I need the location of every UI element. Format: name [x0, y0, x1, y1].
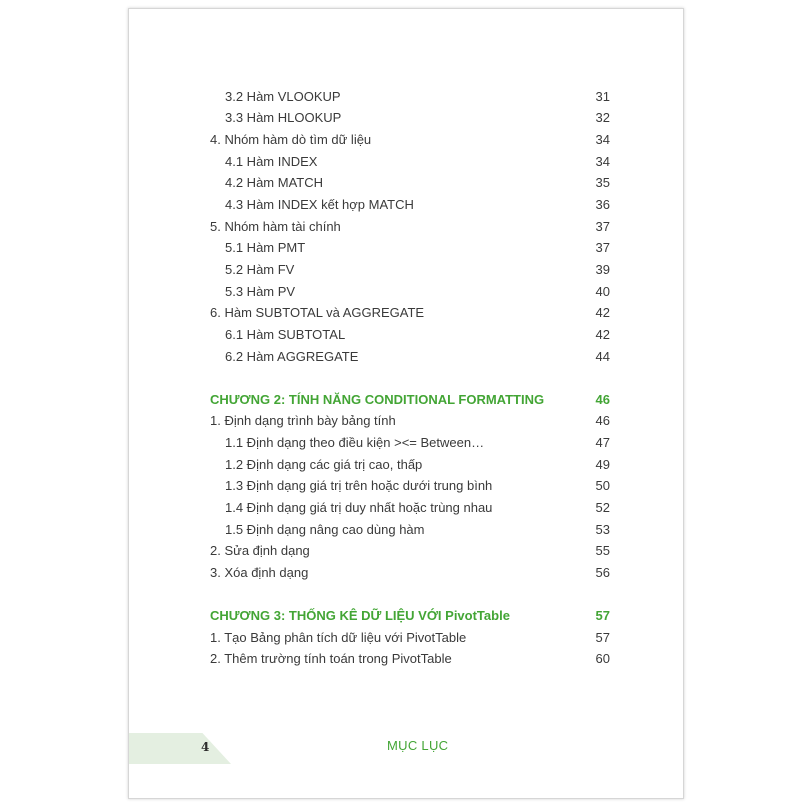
toc-entry[interactable]: [210, 87, 610, 107]
toc-entry-page: 53: [595, 522, 610, 537]
toc-entry-page: 42: [595, 327, 610, 342]
toc-entry[interactable]: [210, 649, 610, 669]
toc-entry-text: CHƯƠNG 3: THỐNG KÊ DỮ LIỆU VỚI PivotTable: [210, 608, 510, 623]
toc-entry-page: 52: [595, 500, 610, 515]
toc-entry[interactable]: [210, 260, 610, 280]
toc-entry[interactable]: [210, 217, 610, 237]
toc-entry-page: 44: [595, 349, 610, 364]
toc-entry-page: 35: [595, 175, 610, 190]
toc-entry[interactable]: [210, 455, 610, 475]
toc-entry-text: 5.1 Hàm PMT: [225, 240, 306, 255]
toc-entry[interactable]: [210, 173, 610, 193]
toc-entry-page: 57: [595, 608, 610, 623]
toc-entry-page: 34: [595, 132, 610, 147]
toc-entry-text: 5.2 Hàm FV: [225, 262, 295, 277]
toc-entry-text: 4.3 Hàm INDEX kết hợp MATCH: [225, 197, 414, 212]
page-number: 4: [201, 740, 210, 754]
toc-entry-text: 1.5 Định dạng nâng cao dùng hàm: [225, 522, 425, 537]
toc-chapter-heading[interactable]: [210, 606, 610, 626]
toc-entry-page: 40: [595, 284, 610, 299]
toc-entry-page: 37: [595, 240, 610, 255]
toc-entry-page: 46: [595, 413, 610, 428]
footer-title: MỤC LỤC: [387, 738, 449, 753]
toc-entry-text: 1.4 Định dạng giá trị duy nhất hoặc trùng nhau: [225, 500, 493, 515]
document-page: [128, 8, 684, 799]
toc-entry-text: 5. Nhóm hàm tài chính: [210, 219, 341, 234]
toc-entry[interactable]: [210, 411, 610, 431]
toc-entry-page: 50: [595, 478, 610, 493]
toc-entry-page: 57: [595, 630, 610, 645]
toc-entry-page: 34: [595, 154, 610, 169]
toc-entry[interactable]: [210, 130, 610, 150]
toc-entry[interactable]: [210, 238, 610, 258]
toc-entry-page: 32: [595, 110, 610, 125]
toc-entry-text: 3.2 Hàm VLOOKUP: [225, 89, 341, 104]
toc-entry[interactable]: [210, 498, 610, 518]
toc-entry-text: 4.2 Hàm MATCH: [225, 175, 323, 190]
toc-entry[interactable]: [210, 476, 610, 496]
toc-entry[interactable]: [210, 520, 610, 540]
toc-entry-page: 56: [595, 565, 610, 580]
toc-entry[interactable]: [210, 303, 610, 323]
toc-entry-text: 4. Nhóm hàm dò tìm dữ liệu: [210, 132, 372, 147]
toc-entry-text: 2. Thêm trường tính toán trong PivotTable: [210, 651, 452, 666]
toc-entry-page: 37: [595, 219, 610, 234]
toc-entry-text: 3. Xóa định dạng: [210, 565, 309, 580]
toc-entry[interactable]: [210, 347, 610, 367]
toc-entry-page: 49: [595, 457, 610, 472]
toc-entry-text: 1.3 Định dạng giá trị trên hoặc dưới trung bình: [225, 478, 493, 493]
toc-entry-page: 55: [595, 543, 610, 558]
toc-entry-text: 1. Tạo Bảng phân tích dữ liệu với PivotTable: [210, 630, 467, 645]
toc-entry-text: 2. Sửa định dạng: [210, 543, 310, 558]
toc-entry[interactable]: [210, 152, 610, 172]
toc-entry-page: 36: [595, 197, 610, 212]
toc-entry-page: 47: [595, 435, 610, 450]
toc-entry[interactable]: [210, 628, 610, 648]
toc-entry-page: 46: [595, 392, 610, 407]
toc-entry-text: CHƯƠNG 2: TÍNH NĂNG CONDITIONAL FORMATTING: [210, 392, 545, 407]
toc-entry-page: 39: [595, 262, 610, 277]
toc-entry-text: 1.2 Định dạng các giá trị cao, thấp: [225, 457, 423, 472]
toc-entry[interactable]: [210, 325, 610, 345]
toc-entry[interactable]: [210, 433, 610, 453]
toc-entry-text: 6.1 Hàm SUBTOTAL: [225, 327, 346, 342]
toc-entry-page: 31: [595, 89, 610, 104]
toc-entry[interactable]: [210, 108, 610, 128]
footer-band: [129, 733, 231, 764]
toc-entry-text: 1. Định dạng trình bày bảng tính: [210, 413, 396, 428]
toc-entry-text: 5.3 Hàm PV: [225, 284, 296, 299]
toc-entry-page: 42: [595, 305, 610, 320]
toc-entry-text: 4.1 Hàm INDEX: [225, 154, 318, 169]
toc-entry[interactable]: [210, 195, 610, 215]
toc-entry-text: 6.2 Hàm AGGREGATE: [225, 349, 359, 364]
toc-entry-text: 3.3 Hàm HLOOKUP: [225, 110, 342, 125]
toc-entry[interactable]: [210, 541, 610, 561]
toc-entry[interactable]: [210, 282, 610, 302]
toc-chapter-heading[interactable]: [210, 390, 610, 410]
toc-entry[interactable]: [210, 563, 610, 583]
toc-entry-text: 6. Hàm SUBTOTAL và AGGREGATE: [210, 305, 425, 320]
toc-entry-text: 1.1 Định dạng theo điều kiện ><= Between…: [225, 435, 485, 450]
toc-entry-page: 60: [595, 651, 610, 666]
